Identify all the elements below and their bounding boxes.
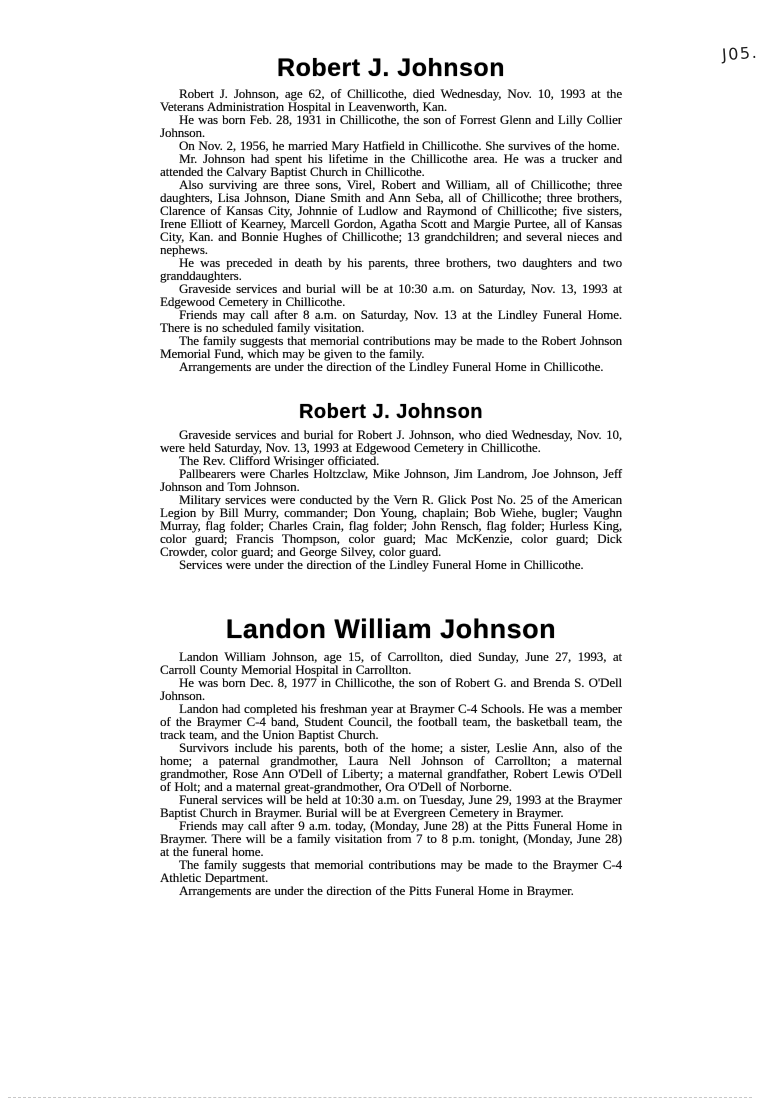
- obituary-paragraph: Survivors include his parents, both of the home; a sister, Leslie Ann, also of the home; a paternal grandmother, Laura Nell Johnson of Carrollton; a maternal grandmother, Rose Ann O'Dell of Liberty; a maternal grandfather, Robert Lewis O'Dell of Holt; and a maternal great-grandmother, Ora O'Dell of Norborne.: [160, 740, 622, 794]
- handwritten-page-mark: J05.: [721, 42, 759, 65]
- obituary-landon-william-johnson: [160, 614, 622, 897]
- obituary-paragraph: Military services were conducted by the Vern R. Glick Post No. 25 of the American Legion by Bill Murry, commander; Don Young, chaplain; Bob Wiehe, bugler; Vaughn Murray, flag folder; Charles Crain, flag folder; John Rensch, flag folder; Hurless King, color guard; Francis Thompson, color guard; Mac McKenzie, color guard; Dick Crowder, color guard; and George Silvey, color guard.: [160, 492, 622, 559]
- obituary-paragraph: Also surviving are three sons, Virel, Robert and William, all of Chillicothe; three daughters, Lisa Johnson, Diane Smith and Ann Seba, all of Chillicothe; three brothers, Clarence of Kansas City, Johnnie of Ludlow and Raymond of Chillicothe; five sisters, Irene Elliott of Kearney, Marcell Gordon, Agatha Scott and Margie Purtee, all of Kansas City, Kan. and Bonnie Hughes of Chillicothe; 13 grandchildren; and several nieces and nephews.: [160, 177, 622, 257]
- obituary-paragraph: Landon William Johnson, age 15, of Carrollton, died Sunday, June 27, 1993, at Carroll County Memorial Hospital in Carrollton.: [160, 649, 622, 677]
- obituary-paragraph: Arrangements are under the direction of the Lindley Funeral Home in Chillicothe.: [179, 359, 604, 374]
- obituary-paragraph: Pallbearers were Charles Holtzclaw, Mike Johnson, Jim Landrom, Joe Johnson, Jeff Johnson and Tom Johnson.: [160, 466, 622, 494]
- obituary-paragraph: Landon had completed his freshman year at Braymer C-4 Schools. He was a member of the Braymer C-4 band, Student Council, the football team, the basketball team, the track team, and the Union Baptist Church.: [160, 701, 622, 742]
- obituary-robert-j-johnson-first: [160, 54, 622, 373]
- obituary-paragraph: Funeral services will be held at 10:30 a.m. on Tuesday, June 29, 1993 at the Braymer Baptist Church in Braymer. Burial will be at Evergreen Cemetery in Braymer.: [160, 792, 622, 820]
- obituary-paragraph: Mr. Johnson had spent his lifetime in the Chillicothe area. He was a trucker and attended the Calvary Baptist Church in Chillicothe.: [160, 151, 622, 179]
- scan-edge-artifact-line: [8, 1097, 752, 1098]
- obituary-title: Robert J. Johnson: [277, 54, 505, 82]
- obituary-paragraph: Friends may call after 9 a.m. today, (Monday, June 28) at the Pitts Funeral Home in Braymer. There will be a family visitation from 7 to 8 p.m. tonight, (Monday, June 28) at the funeral home.: [160, 818, 622, 859]
- obituary-paragraph: Robert J. Johnson, age 62, of Chillicothe, died Wednesday, Nov. 10, 1993 at the Veterans Administration Hospital in Leavenworth, Kan.: [160, 86, 622, 114]
- obituary-paragraph: Arrangements are under the direction of the Pitts Funeral Home in Braymer.: [179, 883, 574, 898]
- obituary-paragraph: The Rev. Clifford Wrisinger officiated.: [179, 453, 380, 468]
- obituary-paragraph: Friends may call after 8 a.m. on Saturday, Nov. 13 at the Lindley Funeral Home. There is no scheduled family visitation.: [160, 307, 622, 335]
- obituary-paragraph: He was preceded in death by his parents, three brothers, two daughters and two granddaughters.: [160, 255, 622, 283]
- obituary-title: Robert J. Johnson: [298, 401, 484, 423]
- obituary-paragraph: On Nov. 2, 1956, he married Mary Hatfield in Chillicothe. She survives of the home.: [179, 138, 620, 153]
- obituary-paragraph: Graveside services and burial will be at 10:30 a.m. on Saturday, Nov. 13, 1993 at Edgewood Cemetery in Chillicothe.: [160, 281, 622, 309]
- obituary-paragraph: The family suggests that memorial contributions may be made to the Robert Johnson Memorial Fund, which may be given to the family.: [160, 333, 622, 361]
- obituary-title: Landon William Johnson: [225, 614, 557, 644]
- obituary-paragraph: He was born Dec. 8, 1977 in Chillicothe, the son of Robert G. and Brenda S. O'Dell Johnson.: [160, 675, 622, 703]
- obituary-paragraph: Graveside services and burial for Robert J. Johnson, who died Wednesday, Nov. 10, were held Saturday, Nov. 13, 1993 at Edgewood Cemetery in Chillicothe.: [160, 427, 622, 455]
- obituary-paragraph: Services were under the direction of the Lindley Funeral Home in Chillicothe.: [179, 557, 584, 572]
- obituary-column: [160, 0, 622, 897]
- obituary-robert-j-johnson-second: [160, 401, 622, 571]
- obituary-paragraph: He was born Feb. 28, 1931 in Chillicothe, the son of Forrest Glenn and Lilly Collier Johnson.: [160, 112, 622, 140]
- obituary-paragraph: The family suggests that memorial contributions may be made to the Braymer C-4 Athletic Department.: [160, 857, 622, 885]
